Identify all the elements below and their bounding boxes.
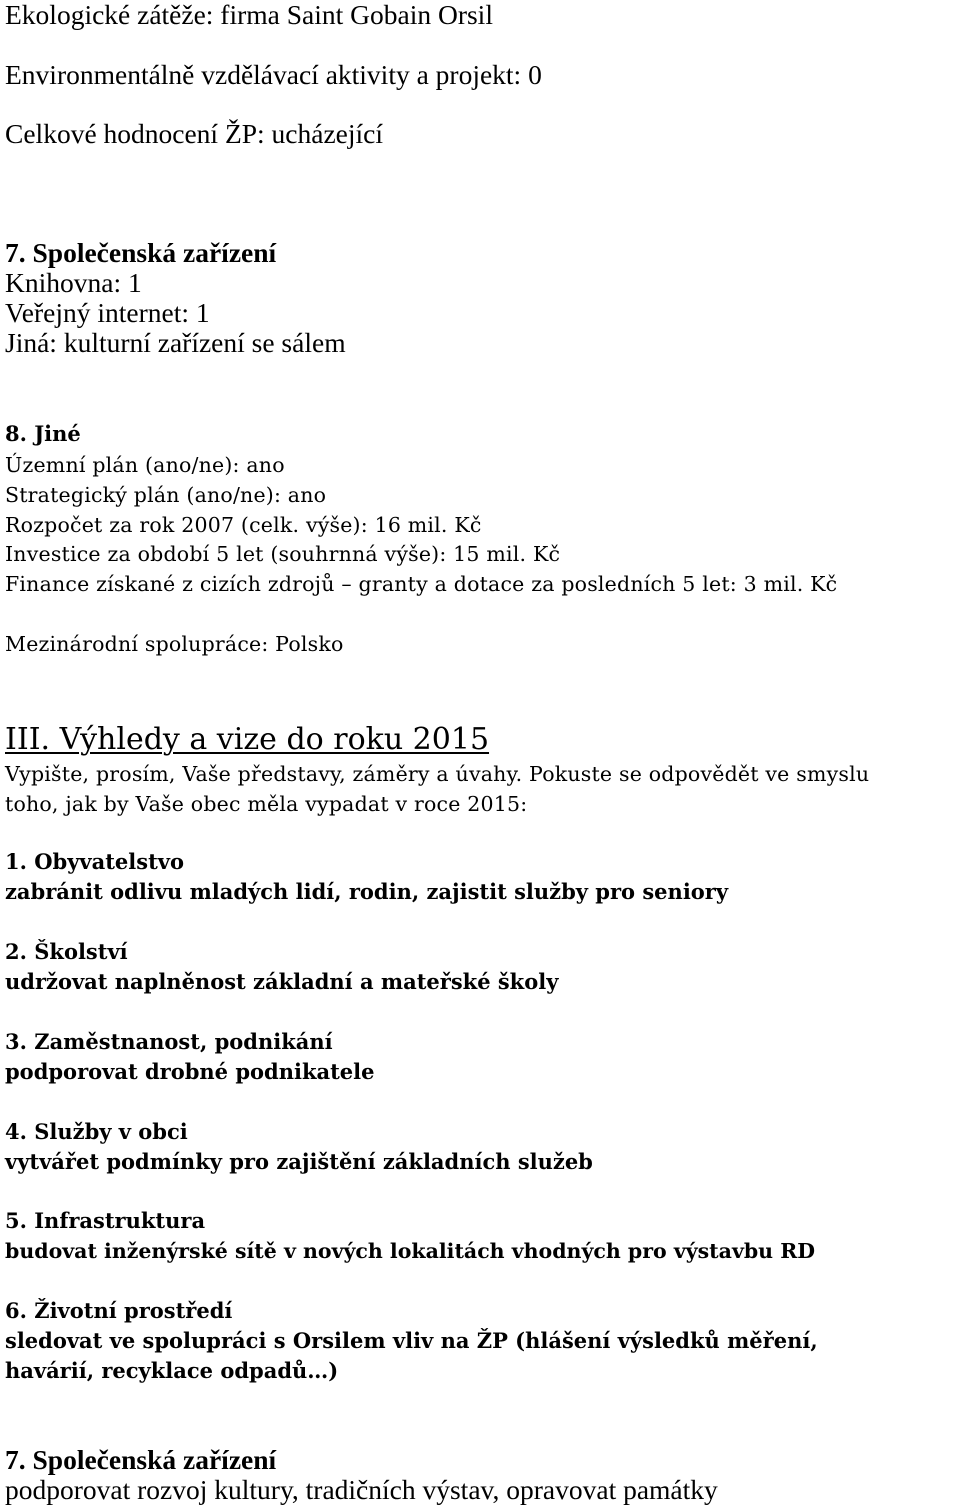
international-cooperation-line: Mezinárodní spolupráce: Polsko <box>5 632 344 656</box>
section8-item-investment: Investice za období 5 let (souhrnná výše): 15 mil. Kč <box>5 542 561 566</box>
vision2-title: 2. Školství <box>5 939 128 964</box>
section7-item-other: Jiná: kulturní zařízení se sálem <box>5 327 346 358</box>
vision4-title: 4. Služby v obci <box>5 1119 188 1144</box>
vision2-answer: udržovat naplněnost základní a mateřské školy <box>5 969 559 994</box>
vision5-title: 5. Infrastruktura <box>5 1208 206 1233</box>
vision6-answer-line1: sledovat ve spolupráci s Orsilem vliv na ŽP (hlášení výsledků měření, <box>5 1328 818 1353</box>
part3-intro-line2: toho, jak by Vaše obec měla vypadat v roce 2015: <box>5 792 528 816</box>
environmental-activities-line: Environmentálně vzdělávací aktivity a projekt: 0 <box>5 59 542 90</box>
vision5-answer: budovat inženýrské sítě v nových lokalitách vhodných pro výstavbu RD <box>5 1239 816 1263</box>
vision3-title: 3. Zaměstnanost, podnikání <box>5 1029 333 1054</box>
vision6-answer-line2: havárií, recyklace odpadů…) <box>5 1358 339 1383</box>
vision7-answer: podporovat rozvoj kultury, tradičních výstav, opravovat památky <box>5 1474 718 1505</box>
part3-heading: III. Výhledy a vize do roku 2015 <box>5 722 490 757</box>
vision4-answer: vytvářet podmínky pro zajištění základních služeb <box>5 1149 593 1174</box>
section7-title: 7. Společenská zařízení <box>5 237 277 268</box>
part3-intro-line1: Vypište, prosím, Vaše představy, záměry a úvahy. Pokuste se odpovědět ve smyslu <box>5 762 870 786</box>
vision3-answer: podporovat drobné podnikatele <box>5 1059 375 1084</box>
vision1-title: 1. Obyvatelstvo <box>5 849 184 874</box>
section8-item-budget: Rozpočet za rok 2007 (celk. výše): 16 mil. Kč <box>5 513 482 537</box>
section8-item-external-finance: Finance získané z cizích zdrojů – granty a dotace za posledních 5 let: 3 mil. Kč <box>5 572 838 596</box>
section8-item-strategic-plan: Strategický plán (ano/ne): ano <box>5 483 327 507</box>
overall-rating-line: Celkové hodnocení ŽP: ucházející <box>5 118 384 149</box>
ecological-burden-line: Ekologické zátěže: firma Saint Gobain Orsil <box>5 0 493 30</box>
section7-item-internet: Veřejný internet: 1 <box>5 297 210 328</box>
section8-item-land-plan: Územní plán (ano/ne): ano <box>5 453 285 477</box>
vision1-answer: zabránit odlivu mladých lidí, rodin, zajistit služby pro seniory <box>5 879 729 904</box>
section7-item-library: Knihovna: 1 <box>5 267 142 298</box>
section8-title: 8. Jiné <box>5 421 81 446</box>
vision6-title: 6. Životní prostředí <box>5 1298 233 1323</box>
vision7-title: 7. Společenská zařízení <box>5 1444 277 1475</box>
